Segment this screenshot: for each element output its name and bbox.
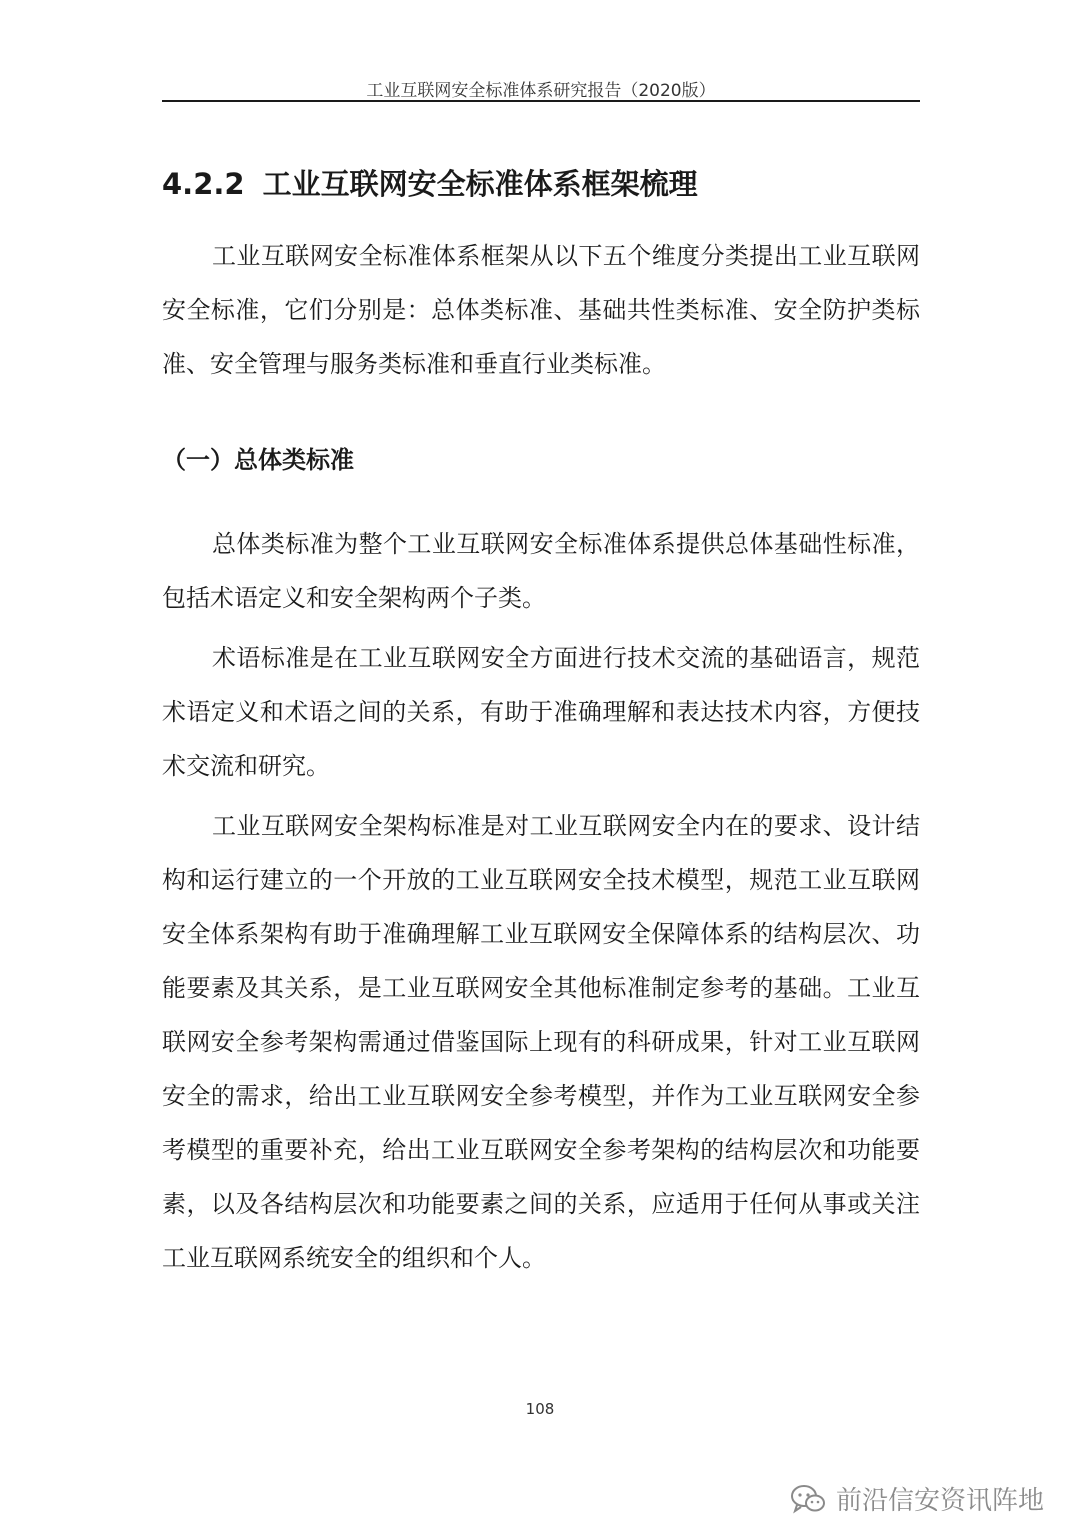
section-title: 工业互联网安全标准体系框架梳理 (262, 167, 698, 201)
watermark (790, 1480, 1044, 1517)
watermark-text: 前沿信安资讯阵地 (835, 1486, 1044, 1516)
running-header: 工业互联网安全标准体系研究报告（2020版） (366, 81, 716, 101)
paragraph-terminology: 术语标准是在工业互联网安全方面进行技术交流的基础语言，规范术语定义和术语之间的关系，有助于准确理解和表达技术内容，方便技术交流和研究。 (162, 644, 920, 780)
subsection-heading: （一）总体类标准 (162, 446, 354, 474)
wechat-icon (790, 1484, 826, 1514)
paragraph-intro: 工业互联网安全标准体系框架从以下五个维度分类提出工业互联网安全标准，它们分别是：总体类标准、基础共性类标准、安全防护类标准、安全管理与服务类标准和垂直行业类标准。 (162, 242, 920, 378)
paragraph-architecture: 工业互联网安全架构标准是对工业互联网安全内在的要求、设计结构和运行建立的一个开放的工业互联网安全技术模型，规范工业互联网安全体系架构有助于准确理解工业互联网安全保障体系的结构层次、功能要素及其关系，是工业互联网安全其他标准制定参考的基础。工业互联网安全参考架构需通过借鉴国际上现有的科研成果，针对工业互联网安全的需求，给出工业互联网安全参考模型，并作为工业互联网安全参考模型的重要补充，给出工业互联网安全参考架构的结构层次和功能要素，以及各结构层次和功能要素之间的关系，应适用于任何从事或关注工业互联网系统安全的组织和个人。 (162, 812, 920, 1272)
header-rule (162, 100, 920, 102)
page-number: 108 (525, 1400, 555, 1418)
paragraph-general: 总体类标准为整个工业互联网安全标准体系提供总体基础性标准，包括术语定义和安全架构两个子类。 (162, 530, 920, 612)
section-heading (162, 162, 922, 203)
section-number: 4.2.2 (162, 167, 245, 201)
